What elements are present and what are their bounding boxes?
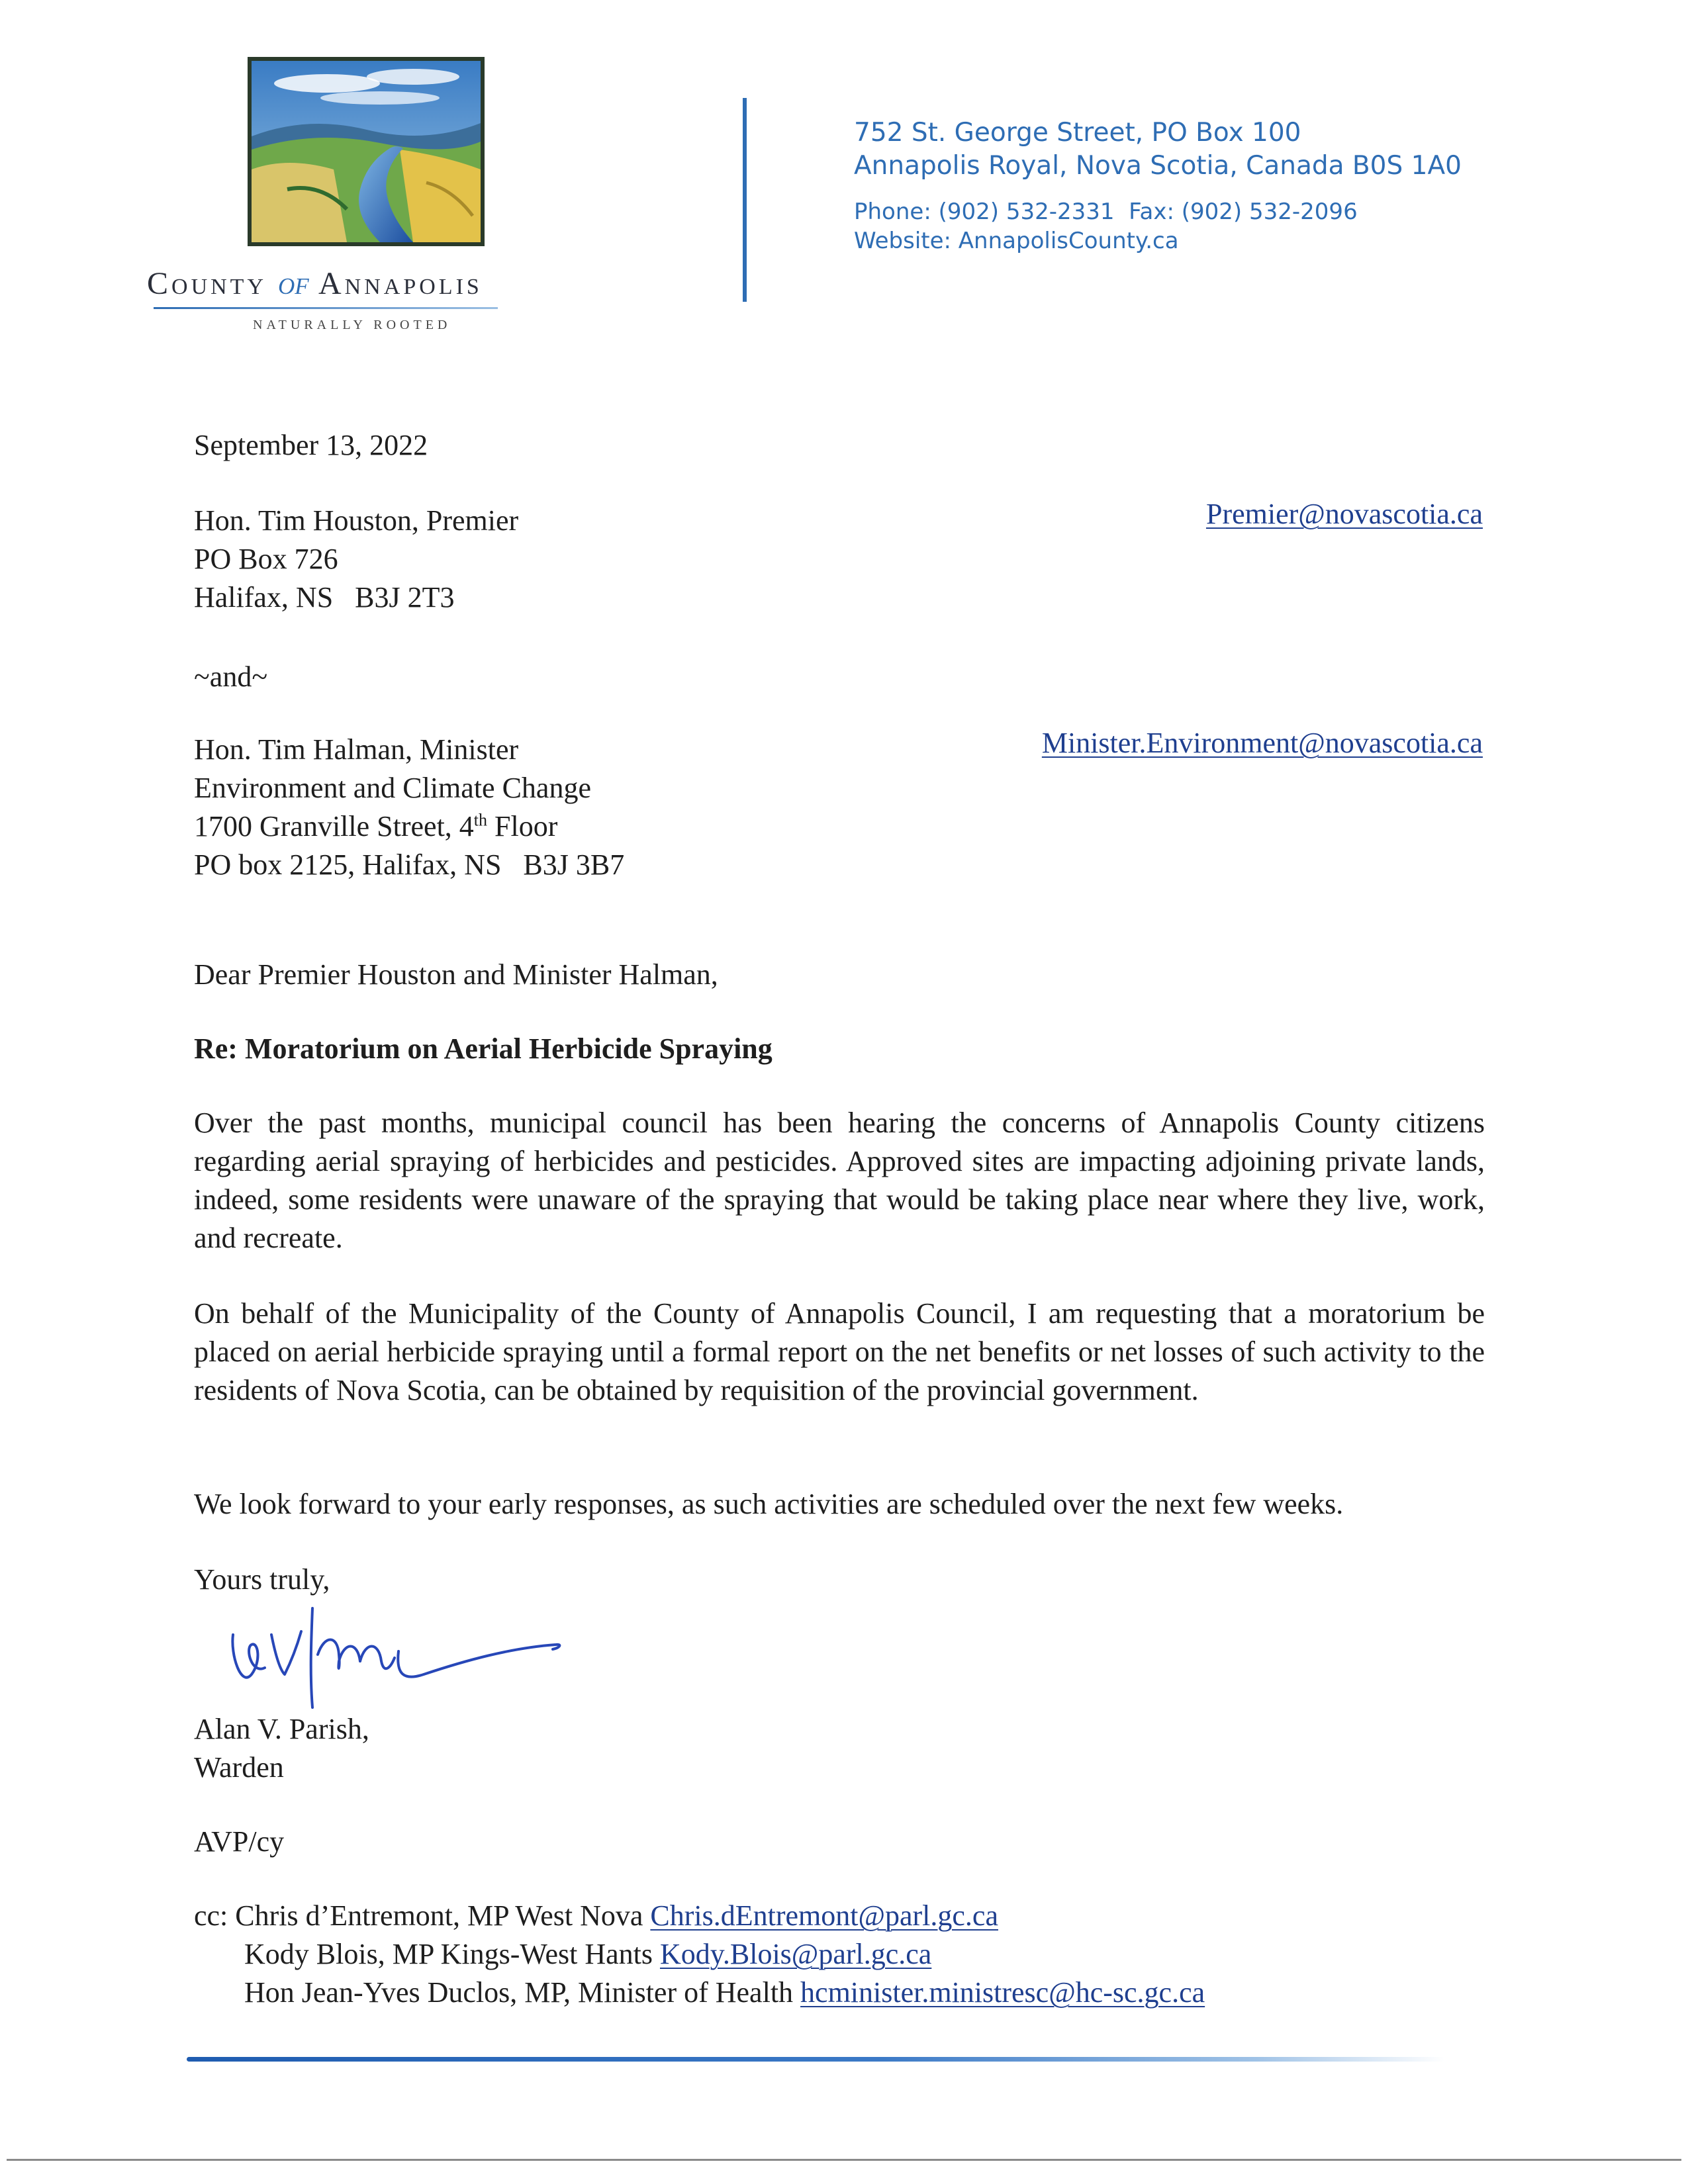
address-line-1: 752 St. George Street, PO Box 100 xyxy=(854,118,1301,148)
cc-email-3-link[interactable]: hcminister.ministresc@hc-sc.gc.ca xyxy=(800,1976,1205,2009)
phone-fax-line: Phone: (902) 532-2331 Fax: (902) 532-2096 xyxy=(854,199,1358,225)
signer-block xyxy=(194,1710,369,1787)
cc-block xyxy=(194,1897,1205,2012)
logo-underline xyxy=(154,307,498,309)
letter-date: September 13, 2022 xyxy=(194,429,428,461)
cc-label: cc: xyxy=(194,1899,236,1932)
body-paragraph-1: Over the past months, municipal council has been hearing the concerns of Annapolis County citizens regarding aerial spraying of herbicides and pesticides. Approved sites are impacting adjoining private lands, indeed, some residents were unaware of the spraying that would be taking place near where they live, work, and recreate. xyxy=(194,1107,1485,1254)
logo-name-left: County xyxy=(147,266,267,301)
recipient-1-address xyxy=(194,502,518,617)
recipient-separator: ~and~ xyxy=(194,660,268,693)
recipient-1-line-2: PO Box 726 xyxy=(194,543,338,575)
recipient-2-floor-suffix: th xyxy=(473,810,488,830)
contact-block xyxy=(854,116,1462,255)
cc-line-1 xyxy=(194,1897,1205,1935)
salutation: Dear Premier Houston and Minister Halman, xyxy=(194,958,718,991)
logo-name-right: Annapolis xyxy=(318,266,483,301)
cc-line-2 xyxy=(194,1935,1205,1974)
recipient-1-email-link[interactable]: Premier@novascotia.ca xyxy=(1205,498,1483,530)
cc-recipient-2: Kody Blois, MP Kings-West Hants xyxy=(244,1938,660,1970)
recipient-2-line-1: Hon. Tim Halman, Minister xyxy=(194,733,519,766)
recipient-2-street: 1700 Granville Street, 4 xyxy=(194,810,474,842)
county-logo-wordmark xyxy=(147,263,577,302)
signature-image xyxy=(225,1595,569,1714)
cc-recipient-1: Chris d’Entremont, MP West Nova xyxy=(235,1899,651,1932)
body-paragraph-2: On behalf of the Municipality of the County of Annapolis Council, I am requesting that a moratorium be placed on aerial herbicide spraying until a formal report on the net benefits or net losses of such activity to the residents of Nova Scotia, can be obtained by requisition of the provincial government. xyxy=(194,1297,1485,1406)
county-logo-landscape xyxy=(248,57,485,246)
signer-title: Warden xyxy=(194,1751,284,1784)
reference-initials: AVP/cy xyxy=(194,1825,285,1858)
recipient-2-floor-label: Floor xyxy=(487,810,558,842)
logo-tagline: NATURALLY ROOTED xyxy=(253,318,451,332)
cc-email-1-link[interactable]: Chris.dEntremont@parl.gc.ca xyxy=(650,1899,998,1932)
recipient-2-line-4: PO box 2125, Halifax, NS B3J 3B7 xyxy=(194,848,625,881)
recipient-1-line-1: Hon. Tim Houston, Premier xyxy=(194,504,519,537)
subject-line: Re: Moratorium on Aerial Herbicide Spraying xyxy=(194,1032,773,1065)
footer-rule xyxy=(187,2057,1444,2062)
signer-name: Alan V. Parish, xyxy=(194,1713,369,1745)
letterhead xyxy=(0,0,1688,344)
body-paragraph-3: We look forward to your early responses, as such activities are scheduled over the next few weeks. xyxy=(194,1488,1344,1520)
logo-name-of: of xyxy=(278,264,309,301)
closing: Yours truly, xyxy=(194,1563,330,1596)
recipient-2-email-link[interactable]: Minister.Environment@novascotia.ca xyxy=(1041,727,1483,759)
cc-email-2-link[interactable]: Kody.Blois@parl.gc.ca xyxy=(659,1938,932,1970)
recipient-2-line-2: Environment and Climate Change xyxy=(194,772,591,804)
cc-recipient-3: Hon Jean-Yves Duclos, MP, Minister of Health xyxy=(244,1976,801,2009)
address-line-2: Annapolis Royal, Nova Scotia, Canada B0S 1A0 xyxy=(854,151,1462,181)
recipient-2-address xyxy=(194,731,624,884)
recipient-1-line-3: Halifax, NS B3J 2T3 xyxy=(194,581,455,614)
letterhead-divider xyxy=(743,98,747,302)
recipient-2-line-3 xyxy=(194,807,624,846)
cc-line-3 xyxy=(194,1974,1205,2012)
scan-edge-line xyxy=(7,2159,1681,2161)
website-line: Website: AnnapolisCounty.ca xyxy=(854,228,1179,254)
